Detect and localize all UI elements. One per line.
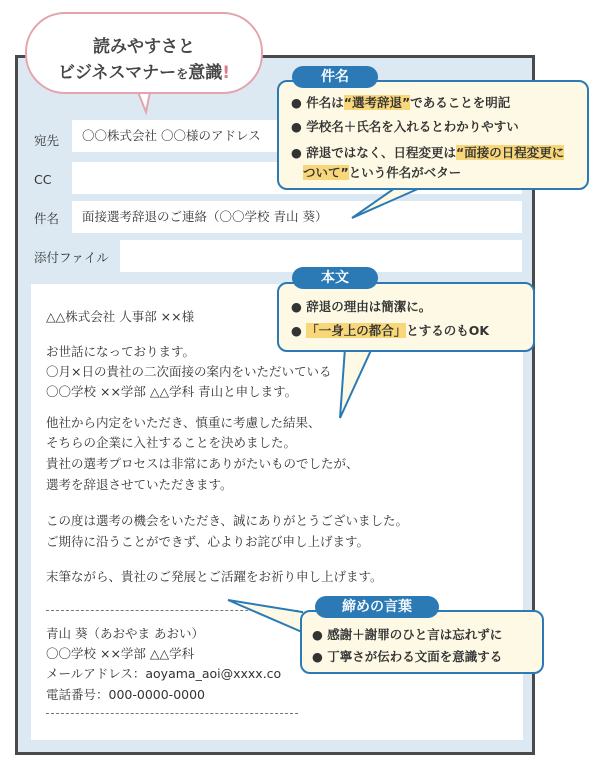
speech-particle: を [176,67,189,81]
speech-line-2 [27,58,261,83]
callout-subject-title: 件名 [292,66,378,88]
callout-subject-item: ● 辞退ではなく、日程変更は“面接の日程変更に [291,145,565,160]
attachment-label: 添付ファイル [34,250,109,265]
body-line: 末筆ながら、貴社のご発展とご活躍をお祈り申し上げます。 [46,569,383,584]
speech-end: 意識 [188,63,223,83]
callout-closing-item: ● 丁寧さが伝わる文面を意識する [312,649,503,664]
callout-subject-item: ● 学校名＋氏名を入れるとわかりやすい [291,119,519,134]
closing-pointer [228,600,302,632]
speech-exclaim: ! [222,63,230,83]
callout-body [277,282,535,352]
callout-body-item: ● 「一身上の都合」とするのもOK [291,323,490,338]
body-line: この度は選考の機会をいただき、誠にありがとうございました。 [46,513,409,528]
callout-body-item: ● 辞退の理由は簡潔に。 [291,299,432,314]
signature-line: メールアドレス：aoyama_aoi@xxxx.co [46,666,282,681]
speech-bubble [25,12,263,94]
callout-closing-title: 締めの言葉 [315,596,439,618]
signature-line: 青山 葵（あおやま あおい） [46,626,204,641]
to-field[interactable]: 〇〇株式会社 〇〇様のアドレス [72,120,372,152]
body-line: 〇〇学校 ××学部 △△学科 青山と申します。 [46,384,298,399]
body-line: ご期待に沿うことができず、心よりお詫び申し上げます。 [46,534,370,549]
body-line: 〇月×日の貴社の二次面接の案内をいただいている [46,364,332,379]
body-line: 他社から内定をいただき、慎重に考慮した結果、 [46,415,321,430]
callout-subject-item-cont: ついて”という件名がベター [303,165,462,180]
callout-subject-item: ● 件名は“選考辞退”であることを明記 [291,95,511,110]
to-label: 宛先 [34,133,60,148]
speech-line-1: 読みやすさと [93,37,195,57]
callout-subject [277,80,589,190]
body-recipient: △△株式会社 人事部 ××様 [46,309,195,324]
callout-closing-item: ● 感謝＋謝罪のひと言は忘れずに [312,627,503,642]
speech-tail [138,92,150,112]
speech-main: ビジネスマナー [58,63,177,83]
signature-line: 〇〇学校 ××学部 △△学科 [46,646,195,661]
callout-body-title: 本文 [292,267,378,289]
subject-pointer [352,188,420,218]
body-line: そちらの企業に入社することを決めました。 [46,435,297,450]
callout-closing [300,610,544,674]
body-line: 貴社の選考プロセスは非常にありがたいものでしたが、 [46,456,359,471]
subject-label: 件名 [34,211,60,226]
body-pointer [340,348,372,418]
body-line: お世話になっております。 [46,344,196,359]
body-line: 選考を辞退させていただきます。 [46,477,233,492]
subject-field[interactable]: 面接選考辞退のご連絡（〇〇学校 青山 葵） [72,201,522,233]
cc-label: CC [34,172,52,187]
signature-line: 電話番号：000-0000-0000 [46,687,206,702]
